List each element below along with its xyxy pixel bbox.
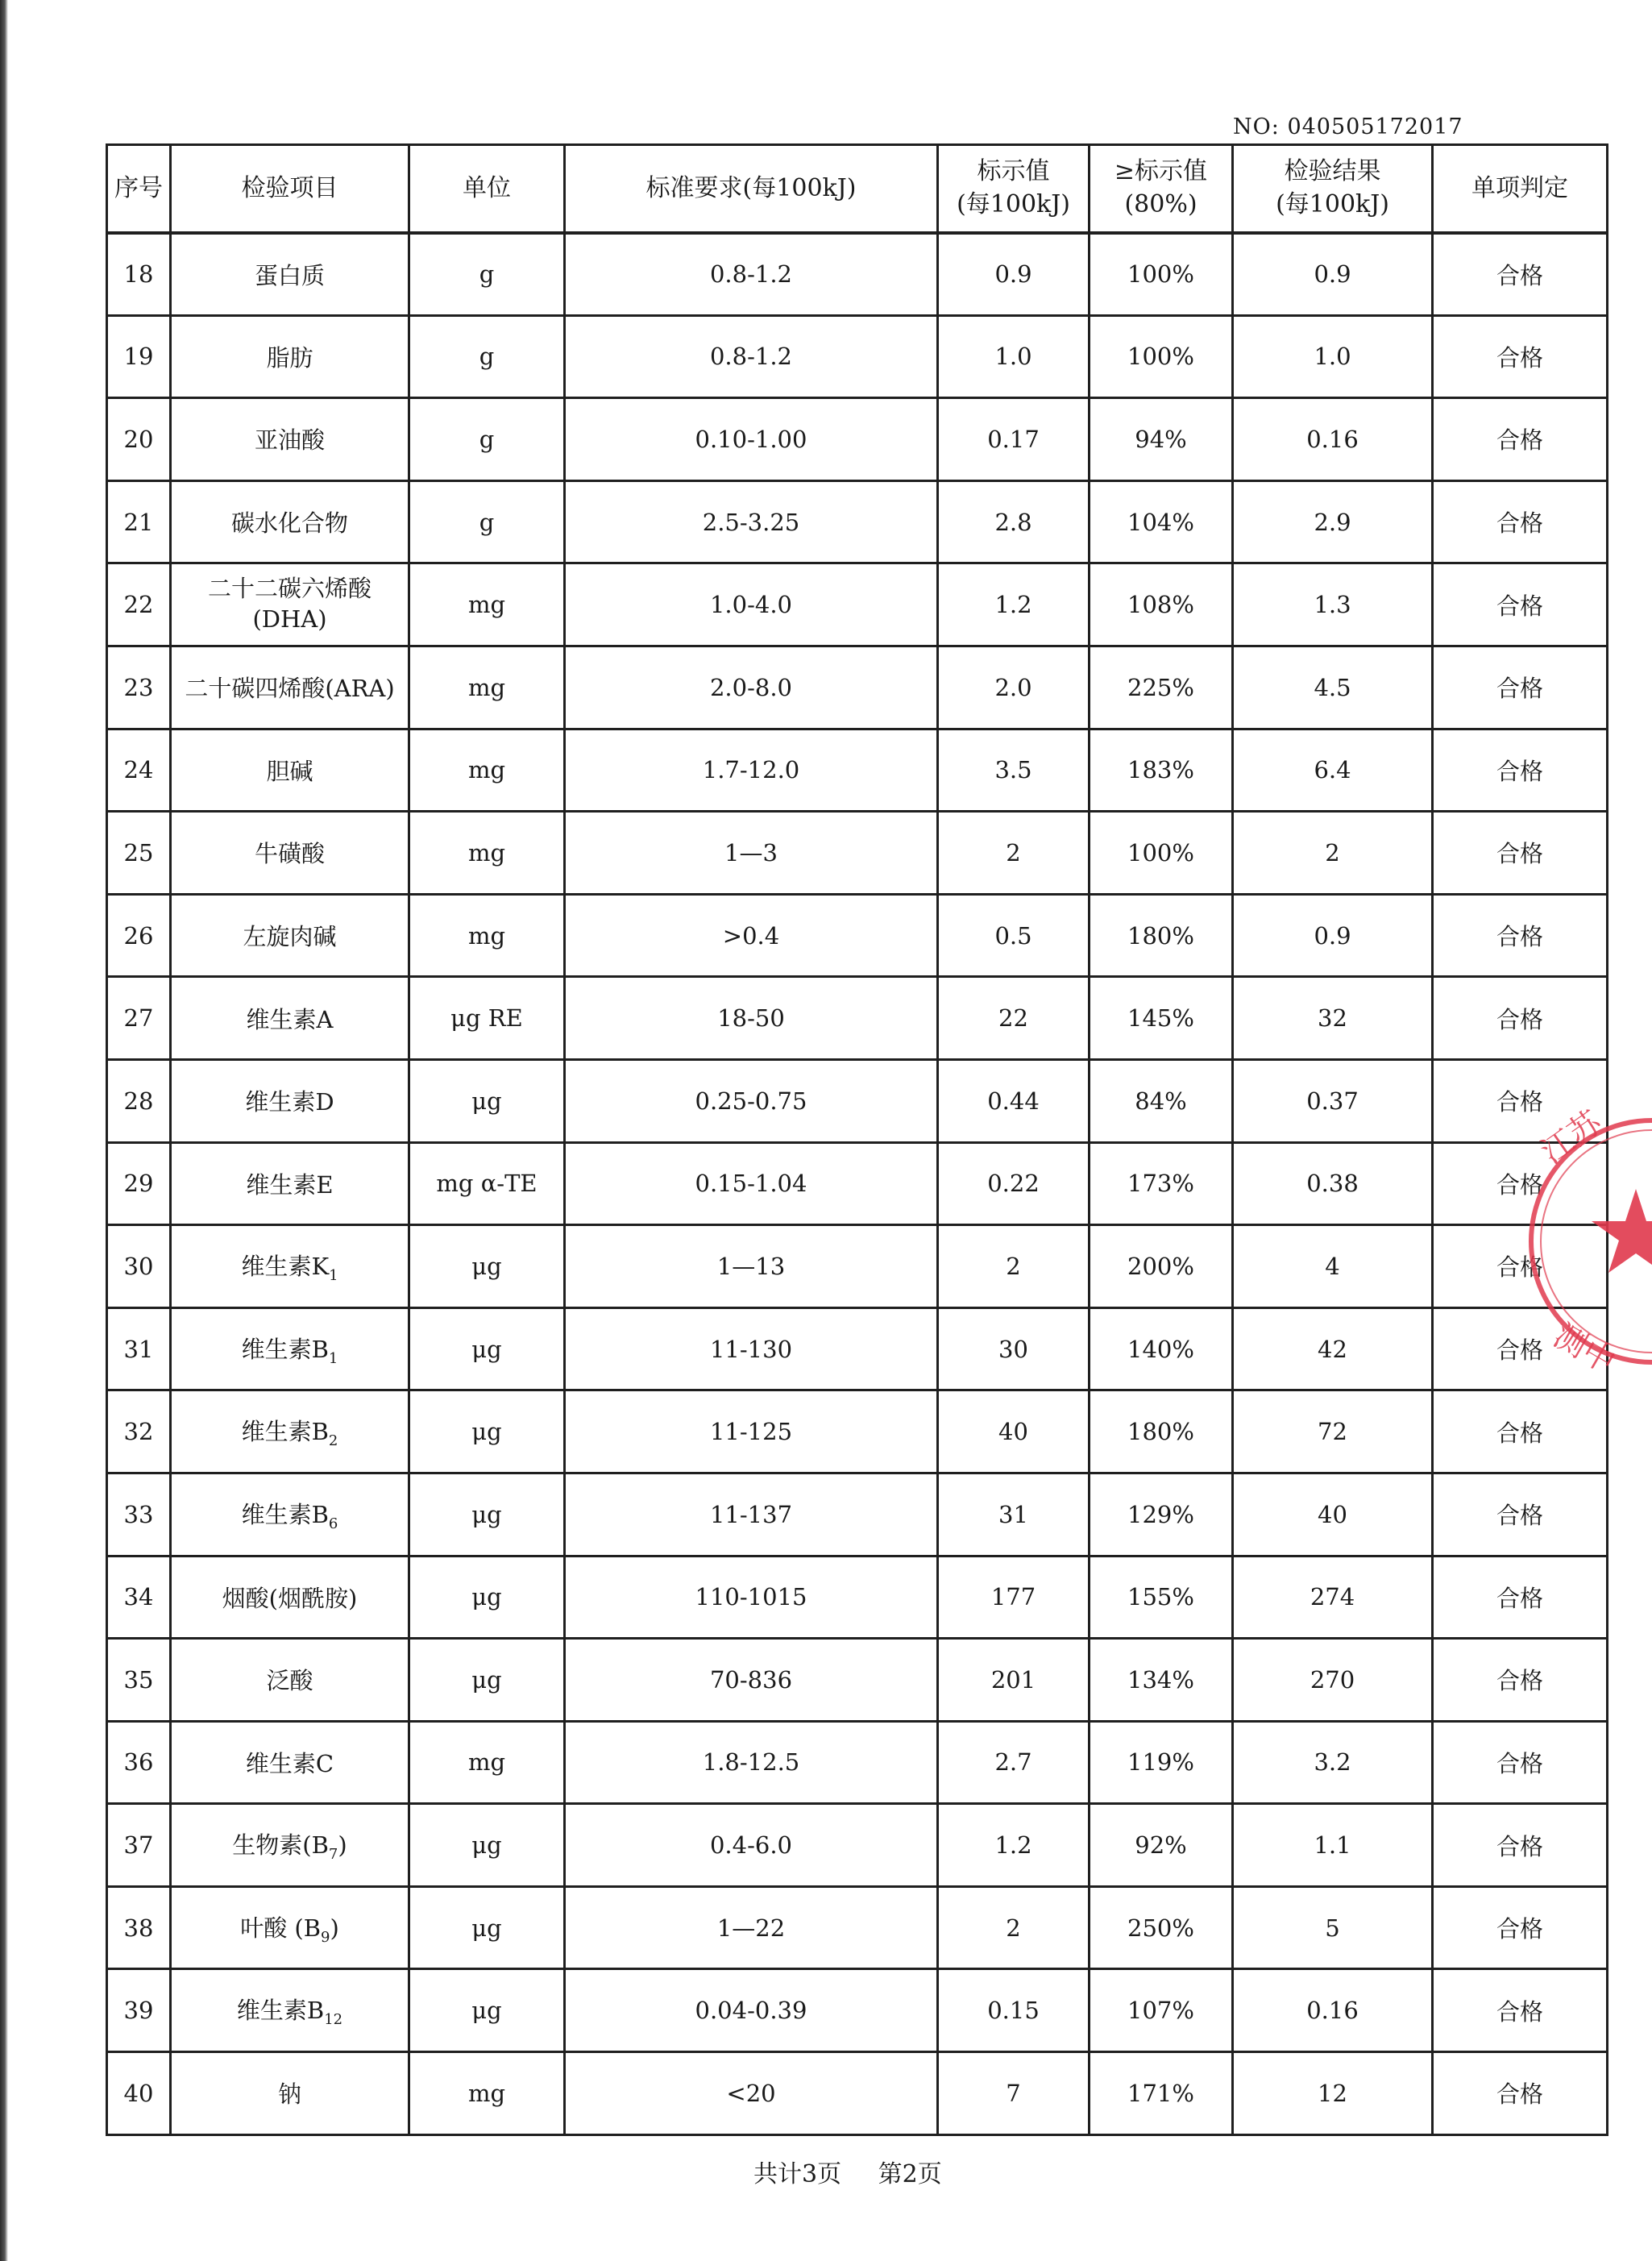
- cell-label-value: 0.17: [938, 398, 1090, 481]
- cell-standard: 1—22: [565, 1886, 938, 1969]
- table-row: [107, 646, 1608, 729]
- cell-verdict: 合格: [1433, 233, 1608, 316]
- cell-result: 0.9: [1233, 894, 1433, 977]
- item-name: 牛磺酸: [254, 840, 325, 868]
- cell-result: 32: [1233, 977, 1433, 1060]
- cell-standard: 11-130: [565, 1307, 938, 1390]
- cell-label-value: 3.5: [938, 729, 1090, 812]
- cell-item: [171, 1390, 409, 1473]
- cell-standard: 18-50: [565, 977, 938, 1060]
- cell-standard: 0.04-0.39: [565, 1969, 938, 2052]
- table-row: [107, 1639, 1608, 1722]
- item-name: 亚油酸: [254, 426, 325, 455]
- item-subscript: 1: [328, 1349, 338, 1367]
- cell-percent: 84%: [1090, 1059, 1233, 1142]
- item-subscript: 12: [324, 2011, 343, 2029]
- item-subscript: 1: [329, 1266, 338, 1284]
- cell-label-value: 0.15: [938, 1969, 1090, 2052]
- item-name: 维生素C: [245, 1749, 334, 1777]
- cell-standard: 2.5-3.25: [565, 480, 938, 563]
- item-name: 生物素(B: [232, 1831, 329, 1860]
- cell-item: [171, 2052, 409, 2135]
- cell-standard: 1.0-4.0: [565, 563, 938, 646]
- cell-result: 0.9: [1233, 233, 1433, 316]
- cell-unit: mg: [409, 894, 565, 977]
- cell-percent: 173%: [1090, 1142, 1233, 1225]
- cell-standard: 0.15-1.04: [565, 1142, 938, 1225]
- item-name: 碳水化合物: [230, 509, 348, 538]
- table-row: [107, 1225, 1608, 1308]
- table-row: [107, 1556, 1608, 1639]
- table-row: [107, 1721, 1608, 1804]
- cell-percent: 140%: [1090, 1307, 1233, 1390]
- table-row: [107, 398, 1608, 481]
- cell-item: [171, 1804, 409, 1887]
- cell-standard: >0.4: [565, 894, 938, 977]
- cell-label-value: 2: [938, 812, 1090, 895]
- cell-percent: 94%: [1090, 398, 1233, 481]
- table-row: [107, 1473, 1608, 1556]
- cell-verdict: 合格: [1433, 480, 1608, 563]
- item-name: 叶酸 (B: [240, 1914, 322, 1942]
- table-body: [107, 233, 1608, 2135]
- cell-unit: mg: [409, 1721, 565, 1804]
- header-result-line2: (每100kJ): [1276, 189, 1389, 218]
- item-subscript: 9: [321, 1928, 330, 1946]
- cell-unit: μg: [409, 1059, 565, 1142]
- item-name: 左旋肉碱: [243, 923, 337, 951]
- svg-text:测中: 测中: [1547, 1316, 1622, 1382]
- cell-seq: 29: [107, 1142, 171, 1225]
- cell-label-value: 0.5: [938, 894, 1090, 977]
- cell-seq: 20: [107, 398, 171, 481]
- cell-standard: 0.4-6.0: [565, 1804, 938, 1887]
- header-standard: 标准要求(每100kJ): [565, 145, 938, 233]
- cell-item: [171, 1639, 409, 1722]
- footer-total-pages: 共计3页: [753, 2160, 842, 2188]
- cell-item: [171, 646, 409, 729]
- cell-standard: 1.8-12.5: [565, 1721, 938, 1804]
- cell-verdict: 合格: [1433, 1969, 1608, 2052]
- table-row: [107, 1059, 1608, 1142]
- item-name: 钠: [277, 2080, 301, 2109]
- table-row: [107, 2052, 1608, 2135]
- cell-unit: mg: [409, 646, 565, 729]
- cell-percent: 100%: [1090, 812, 1233, 895]
- cell-unit: g: [409, 233, 565, 316]
- cell-result: 1.0: [1233, 315, 1433, 398]
- cell-result: 2.9: [1233, 480, 1433, 563]
- item-name: 泛酸: [266, 1667, 313, 1695]
- page-footer: [753, 2154, 971, 2189]
- cell-standard: 1—13: [565, 1225, 938, 1308]
- cell-percent: 107%: [1090, 1969, 1233, 2052]
- cell-seq: 19: [107, 315, 171, 398]
- document-number: NO: 040505172017: [1233, 114, 1463, 139]
- cell-seq: 23: [107, 646, 171, 729]
- cell-standard: <20: [565, 2052, 938, 2135]
- table-header-row: [107, 145, 1608, 233]
- cell-result: 6.4: [1233, 729, 1433, 812]
- cell-percent: 180%: [1090, 894, 1233, 977]
- item-suffix: ): [338, 1831, 347, 1860]
- item-name: 脂肪: [266, 343, 313, 372]
- cell-percent: 129%: [1090, 1473, 1233, 1556]
- cell-item: [171, 480, 409, 563]
- cell-label-value: 201: [938, 1639, 1090, 1722]
- cell-item: [171, 1225, 409, 1308]
- cell-seq: 24: [107, 729, 171, 812]
- cell-unit: μg: [409, 1473, 565, 1556]
- cell-result: 0.38: [1233, 1142, 1433, 1225]
- table-row: [107, 894, 1608, 977]
- table-row: [107, 1804, 1608, 1887]
- table-row: [107, 1142, 1608, 1225]
- cell-verdict: 合格: [1433, 646, 1608, 729]
- cell-verdict: 合格: [1433, 315, 1608, 398]
- cell-label-value: 30: [938, 1307, 1090, 1390]
- cell-verdict: 合格: [1433, 2052, 1608, 2135]
- cell-result: 1.3: [1233, 563, 1433, 646]
- header-label-value-line2: (每100kJ): [957, 189, 1070, 218]
- cell-standard: 1—3: [565, 812, 938, 895]
- cell-item: [171, 1307, 409, 1390]
- item-name: 二十二碳六烯酸: [207, 575, 371, 603]
- cell-verdict: 合格: [1433, 894, 1608, 977]
- cell-label-value: 40: [938, 1390, 1090, 1473]
- header-percent-line2: (80%): [1124, 189, 1197, 218]
- header-result-line1: 检验结果: [1284, 157, 1381, 186]
- cell-seq: 18: [107, 233, 171, 316]
- item-name: 维生素B: [241, 1335, 329, 1363]
- cell-result: 270: [1233, 1639, 1433, 1722]
- cell-standard: 1.7-12.0: [565, 729, 938, 812]
- cell-result: 0.37: [1233, 1059, 1433, 1142]
- cell-verdict: 合格: [1433, 1721, 1608, 1804]
- cell-seq: 40: [107, 2052, 171, 2135]
- cell-seq: 39: [107, 1969, 171, 2052]
- cell-unit: μg: [409, 1639, 565, 1722]
- item-suffix: (DHA): [252, 605, 327, 634]
- cell-verdict: 合格: [1433, 1142, 1608, 1225]
- cell-result: 42: [1233, 1307, 1433, 1390]
- cell-item: [171, 315, 409, 398]
- scan-page-edge: [0, 0, 8, 2261]
- item-name: 胆碱: [266, 757, 313, 785]
- item-name: 二十碳四烯酸(ARA): [185, 675, 395, 703]
- cell-result: 0.16: [1233, 398, 1433, 481]
- cell-percent: 155%: [1090, 1556, 1233, 1639]
- header-label-value: [938, 145, 1090, 233]
- cell-item: [171, 812, 409, 895]
- cell-standard: 0.10-1.00: [565, 398, 938, 481]
- cell-unit: μg: [409, 1556, 565, 1639]
- table-row: [107, 563, 1608, 646]
- cell-verdict: 合格: [1433, 1473, 1608, 1556]
- cell-standard: 11-137: [565, 1473, 938, 1556]
- cell-seq: 38: [107, 1886, 171, 1969]
- cell-percent: 104%: [1090, 480, 1233, 563]
- cell-seq: 21: [107, 480, 171, 563]
- cell-standard: 0.8-1.2: [565, 233, 938, 316]
- header-verdict: 单项判定: [1433, 145, 1608, 233]
- cell-result: 4.5: [1233, 646, 1433, 729]
- table-row: [107, 1307, 1608, 1390]
- header-percent-line1: ≥标示值: [1114, 157, 1208, 186]
- cell-seq: 30: [107, 1225, 171, 1308]
- item-name: 维生素B: [241, 1500, 329, 1528]
- cell-unit: mg: [409, 2052, 565, 2135]
- cell-standard: 11-125: [565, 1390, 938, 1473]
- cell-percent: 250%: [1090, 1886, 1233, 1969]
- cell-item: [171, 1059, 409, 1142]
- header-percent: [1090, 145, 1233, 233]
- cell-label-value: 2.0: [938, 646, 1090, 729]
- cell-unit: μg: [409, 1886, 565, 1969]
- cell-result: 1.1: [1233, 1804, 1433, 1887]
- item-name: 维生素A: [246, 1005, 334, 1033]
- table-row: [107, 812, 1608, 895]
- cell-label-value: 31: [938, 1473, 1090, 1556]
- cell-seq: 22: [107, 563, 171, 646]
- cell-verdict: 合格: [1433, 398, 1608, 481]
- cell-unit: g: [409, 480, 565, 563]
- cell-unit: μg: [409, 1804, 565, 1887]
- cell-item: [171, 894, 409, 977]
- cell-percent: 108%: [1090, 563, 1233, 646]
- cell-seq: 36: [107, 1721, 171, 1804]
- cell-verdict: 合格: [1433, 1556, 1608, 1639]
- cell-standard: 0.8-1.2: [565, 315, 938, 398]
- cell-label-value: 0.9: [938, 233, 1090, 316]
- cell-result: 12: [1233, 2052, 1433, 2135]
- cell-percent: 145%: [1090, 977, 1233, 1060]
- cell-seq: 37: [107, 1804, 171, 1887]
- cell-percent: 134%: [1090, 1639, 1233, 1722]
- cell-result: 3.2: [1233, 1721, 1433, 1804]
- cell-result: 40: [1233, 1473, 1433, 1556]
- cell-verdict: 合格: [1433, 1886, 1608, 1969]
- item-subscript: 7: [328, 1845, 338, 1863]
- cell-unit: mg: [409, 563, 565, 646]
- cell-item: [171, 233, 409, 316]
- cell-seq: 26: [107, 894, 171, 977]
- footer-current-page: 第2页: [878, 2160, 942, 2188]
- header-item: 检验项目: [171, 145, 409, 233]
- cell-unit: mg: [409, 812, 565, 895]
- cell-unit: μg RE: [409, 977, 565, 1060]
- cell-percent: 92%: [1090, 1804, 1233, 1887]
- cell-percent: 200%: [1090, 1225, 1233, 1308]
- cell-unit: μg: [409, 1307, 565, 1390]
- cell-seq: 31: [107, 1307, 171, 1390]
- cell-verdict: 合格: [1433, 1390, 1608, 1473]
- item-name: 维生素D: [245, 1088, 334, 1116]
- item-name: 维生素K: [241, 1253, 330, 1281]
- table-row: [107, 977, 1608, 1060]
- cell-item: [171, 1886, 409, 1969]
- cell-verdict: 合格: [1433, 812, 1608, 895]
- cell-item: [171, 1473, 409, 1556]
- table-row: [107, 1390, 1608, 1473]
- table-row: [107, 1886, 1608, 1969]
- cell-unit: mg α-TE: [409, 1142, 565, 1225]
- cell-item: [171, 563, 409, 646]
- cell-percent: 183%: [1090, 729, 1233, 812]
- cell-item: [171, 977, 409, 1060]
- cell-percent: 100%: [1090, 233, 1233, 316]
- cell-result: 2: [1233, 812, 1433, 895]
- item-subscript: 6: [328, 1515, 338, 1532]
- item-suffix: ): [330, 1914, 339, 1942]
- cell-label-value: 1.0: [938, 315, 1090, 398]
- cell-unit: g: [409, 398, 565, 481]
- cell-item: [171, 1721, 409, 1804]
- cell-standard: 110-1015: [565, 1556, 938, 1639]
- cell-unit: μg: [409, 1225, 565, 1308]
- cell-label-value: 0.44: [938, 1059, 1090, 1142]
- item-name: 烟酸(烟酰胺): [222, 1584, 358, 1612]
- cell-item: [171, 1142, 409, 1225]
- cell-result: 5: [1233, 1886, 1433, 1969]
- cell-standard: 0.25-0.75: [565, 1059, 938, 1142]
- cell-item: [171, 1556, 409, 1639]
- cell-item: [171, 729, 409, 812]
- item-name: 维生素B: [241, 1418, 329, 1446]
- cell-result: 0.16: [1233, 1969, 1433, 2052]
- inspection-table: [106, 143, 1608, 2136]
- item-subscript: 2: [328, 1432, 338, 1449]
- table-row: [107, 729, 1608, 812]
- cell-unit: μg: [409, 1969, 565, 2052]
- cell-label-value: 2: [938, 1225, 1090, 1308]
- cell-seq: 32: [107, 1390, 171, 1473]
- header-unit: 单位: [409, 145, 565, 233]
- cell-label-value: 2.7: [938, 1721, 1090, 1804]
- cell-unit: g: [409, 315, 565, 398]
- cell-seq: 34: [107, 1556, 171, 1639]
- cell-percent: 100%: [1090, 315, 1233, 398]
- cell-seq: 35: [107, 1639, 171, 1722]
- table-row: [107, 233, 1608, 316]
- cell-result: 274: [1233, 1556, 1433, 1639]
- cell-label-value: 2.8: [938, 480, 1090, 563]
- svg-text:江苏: 江苏: [1534, 1103, 1609, 1172]
- cell-verdict: 合格: [1433, 729, 1608, 812]
- cell-result: 72: [1233, 1390, 1433, 1473]
- item-name: 蛋白质: [254, 261, 325, 289]
- cell-seq: 25: [107, 812, 171, 895]
- cell-label-value: 22: [938, 977, 1090, 1060]
- cell-verdict: 合格: [1433, 1804, 1608, 1887]
- cell-result: 4: [1233, 1225, 1433, 1308]
- table-row: [107, 315, 1608, 398]
- cell-percent: 225%: [1090, 646, 1233, 729]
- cell-seq: 27: [107, 977, 171, 1060]
- header-seq: 序号: [107, 145, 171, 233]
- cell-label-value: 0.22: [938, 1142, 1090, 1225]
- cell-unit: μg: [409, 1390, 565, 1473]
- header-label-value-line1: 标示值: [977, 157, 1050, 186]
- cell-unit: mg: [409, 729, 565, 812]
- header-result: [1233, 145, 1433, 233]
- cell-label-value: 7: [938, 2052, 1090, 2135]
- table-row: [107, 480, 1608, 563]
- cell-seq: 28: [107, 1059, 171, 1142]
- cell-percent: 171%: [1090, 2052, 1233, 2135]
- cell-verdict: 合格: [1433, 1639, 1608, 1722]
- cell-label-value: 1.2: [938, 1804, 1090, 1887]
- item-name: 维生素B: [236, 1997, 325, 2025]
- cell-verdict: 合格: [1433, 563, 1608, 646]
- cell-label-value: 2: [938, 1886, 1090, 1969]
- cell-verdict: 合格: [1433, 1307, 1608, 1390]
- cell-item: [171, 1969, 409, 2052]
- cell-percent: 180%: [1090, 1390, 1233, 1473]
- cell-item: [171, 398, 409, 481]
- table-row: [107, 1969, 1608, 2052]
- item-name: 维生素E: [246, 1170, 334, 1199]
- cell-verdict: 合格: [1433, 977, 1608, 1060]
- cell-label-value: 177: [938, 1556, 1090, 1639]
- cell-label-value: 1.2: [938, 563, 1090, 646]
- cell-standard: 2.0-8.0: [565, 646, 938, 729]
- cell-verdict: 合格: [1433, 1225, 1608, 1308]
- cell-percent: 119%: [1090, 1721, 1233, 1804]
- cell-verdict: 合格: [1433, 1059, 1608, 1142]
- cell-standard: 70-836: [565, 1639, 938, 1722]
- cell-seq: 33: [107, 1473, 171, 1556]
